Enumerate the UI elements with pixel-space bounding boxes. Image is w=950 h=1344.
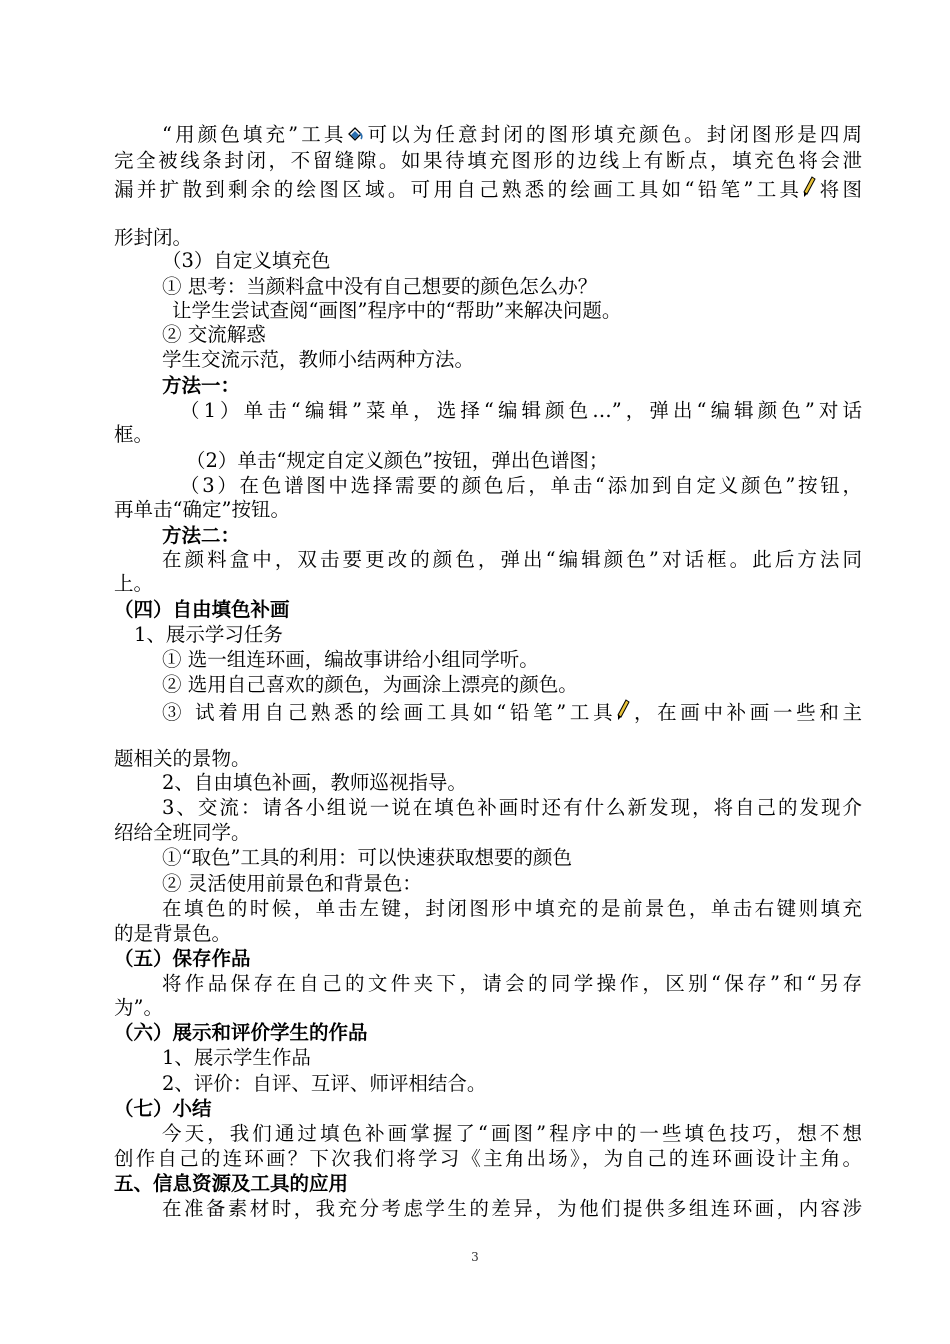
section-heading: （六）展示和评价学生的作品	[114, 1021, 368, 1044]
text-line: 在颜料盒中，双击要更改的颜色，弹出“编辑颜色”对话框。此后方法同	[162, 548, 862, 571]
text-line: 学生交流示范，教师小结两种方法。	[162, 348, 475, 371]
text-line: 3、交流：请各小组说一说在填色补画时还有什么新发现，将自己的发现介	[162, 796, 862, 819]
pencil-icon	[616, 699, 630, 728]
text-line: 今天，我们通过填色补画掌握了“画图”程序中的一些填色技巧，想不想	[162, 1122, 862, 1145]
text-line: 漏并扩散到剩余的绘图区域。可用自己熟悉的绘画工具如“铅笔”工具 将图	[114, 176, 862, 205]
text-line: 在准备素材时，我充分考虑学生的差异，为他们提供多组连环画，内容涉	[162, 1197, 862, 1220]
text-line: 完全被线条封闭，不留缝隙。如果待填充图形的边线上有断点，填充色将会泄	[114, 149, 862, 172]
text-line: 将作品保存在自己的文件夹下，请会的同学操作，区别“保存”和“另存	[162, 972, 862, 995]
method-heading: 方法一：	[162, 374, 241, 397]
paint-bucket-icon	[346, 123, 364, 149]
text-line: 的是背景色。	[114, 922, 232, 945]
section-heading: 五、信息资源及工具的应用	[114, 1172, 349, 1195]
text-line: 创作自己的连环画？下次我们将学习《主角出场》，为自己的连环画设计主角。	[114, 1147, 862, 1170]
text-line: ① 选一组连环画，编故事讲给小组同学听。	[162, 648, 539, 671]
text-line: （3）在色谱图中选择需要的颜色后，单击“添加到自定义颜色”按钮，	[180, 474, 862, 497]
text-line: 在填色的时候，单击左键，封闭图形中填充的是前景色，单击右键则填充	[162, 897, 862, 920]
text-line: ② 选用自己喜欢的颜色，为画涂上漂亮的颜色。	[162, 673, 578, 696]
text-line: 2、自由填色补画，教师巡视指导。	[162, 771, 467, 794]
text-line: （1）单击“编辑”菜单，选择“编辑颜色…”，弹出“编辑颜色”对话	[180, 399, 862, 422]
text-line: ② 灵活使用前景色和背景色：	[162, 872, 422, 895]
section-heading: （七）小结	[114, 1097, 212, 1120]
text-line: ①“取色”工具的利用：可以快速获取想要的颜色	[162, 846, 572, 869]
text-line: 1、展示学生作品	[162, 1046, 311, 1069]
text-line: 绍给全班同学。	[114, 821, 251, 844]
section-heading: （四）自由填色补画	[114, 598, 290, 621]
text-line: 2、评价：自评、互评、师评相结合。	[162, 1072, 487, 1095]
text-line: 题相关的景物。	[114, 747, 251, 770]
pencil-icon	[802, 176, 816, 205]
text-line: 再单击“确定”按钮。	[114, 498, 290, 521]
text-line: 上。	[114, 572, 154, 595]
sub-heading: （3）自定义填充色	[162, 249, 331, 272]
section-heading: （五）保存作品	[114, 947, 251, 970]
text-line: 让学生尝试查阅“画图”程序中的“帮助”来解决问题。	[172, 299, 622, 322]
text-line: 1、展示学习任务	[134, 623, 283, 646]
text-line: ③ 试着用自己熟悉的绘画工具如“铅笔”工具 ，在画中补画一些和主	[162, 699, 862, 728]
method-heading: 方法二：	[162, 524, 241, 547]
page-number: 3	[471, 1250, 479, 1264]
text-line: 为”。	[114, 996, 163, 1019]
text-line: ② 交流解惑	[162, 323, 266, 346]
text-line: （2）单击“规定自定义颜色”按钮，弹出色谱图；	[186, 449, 609, 472]
text-line: 形封闭。	[114, 226, 193, 249]
text-line: “用颜色填充”工具 可以为任意封闭的图形填充颜色。封闭图形是四周	[162, 122, 862, 149]
text-line: ① 思考：当颜料盒中没有自己想要的颜色怎么办？	[162, 275, 598, 298]
text-line: 框。	[114, 423, 154, 446]
